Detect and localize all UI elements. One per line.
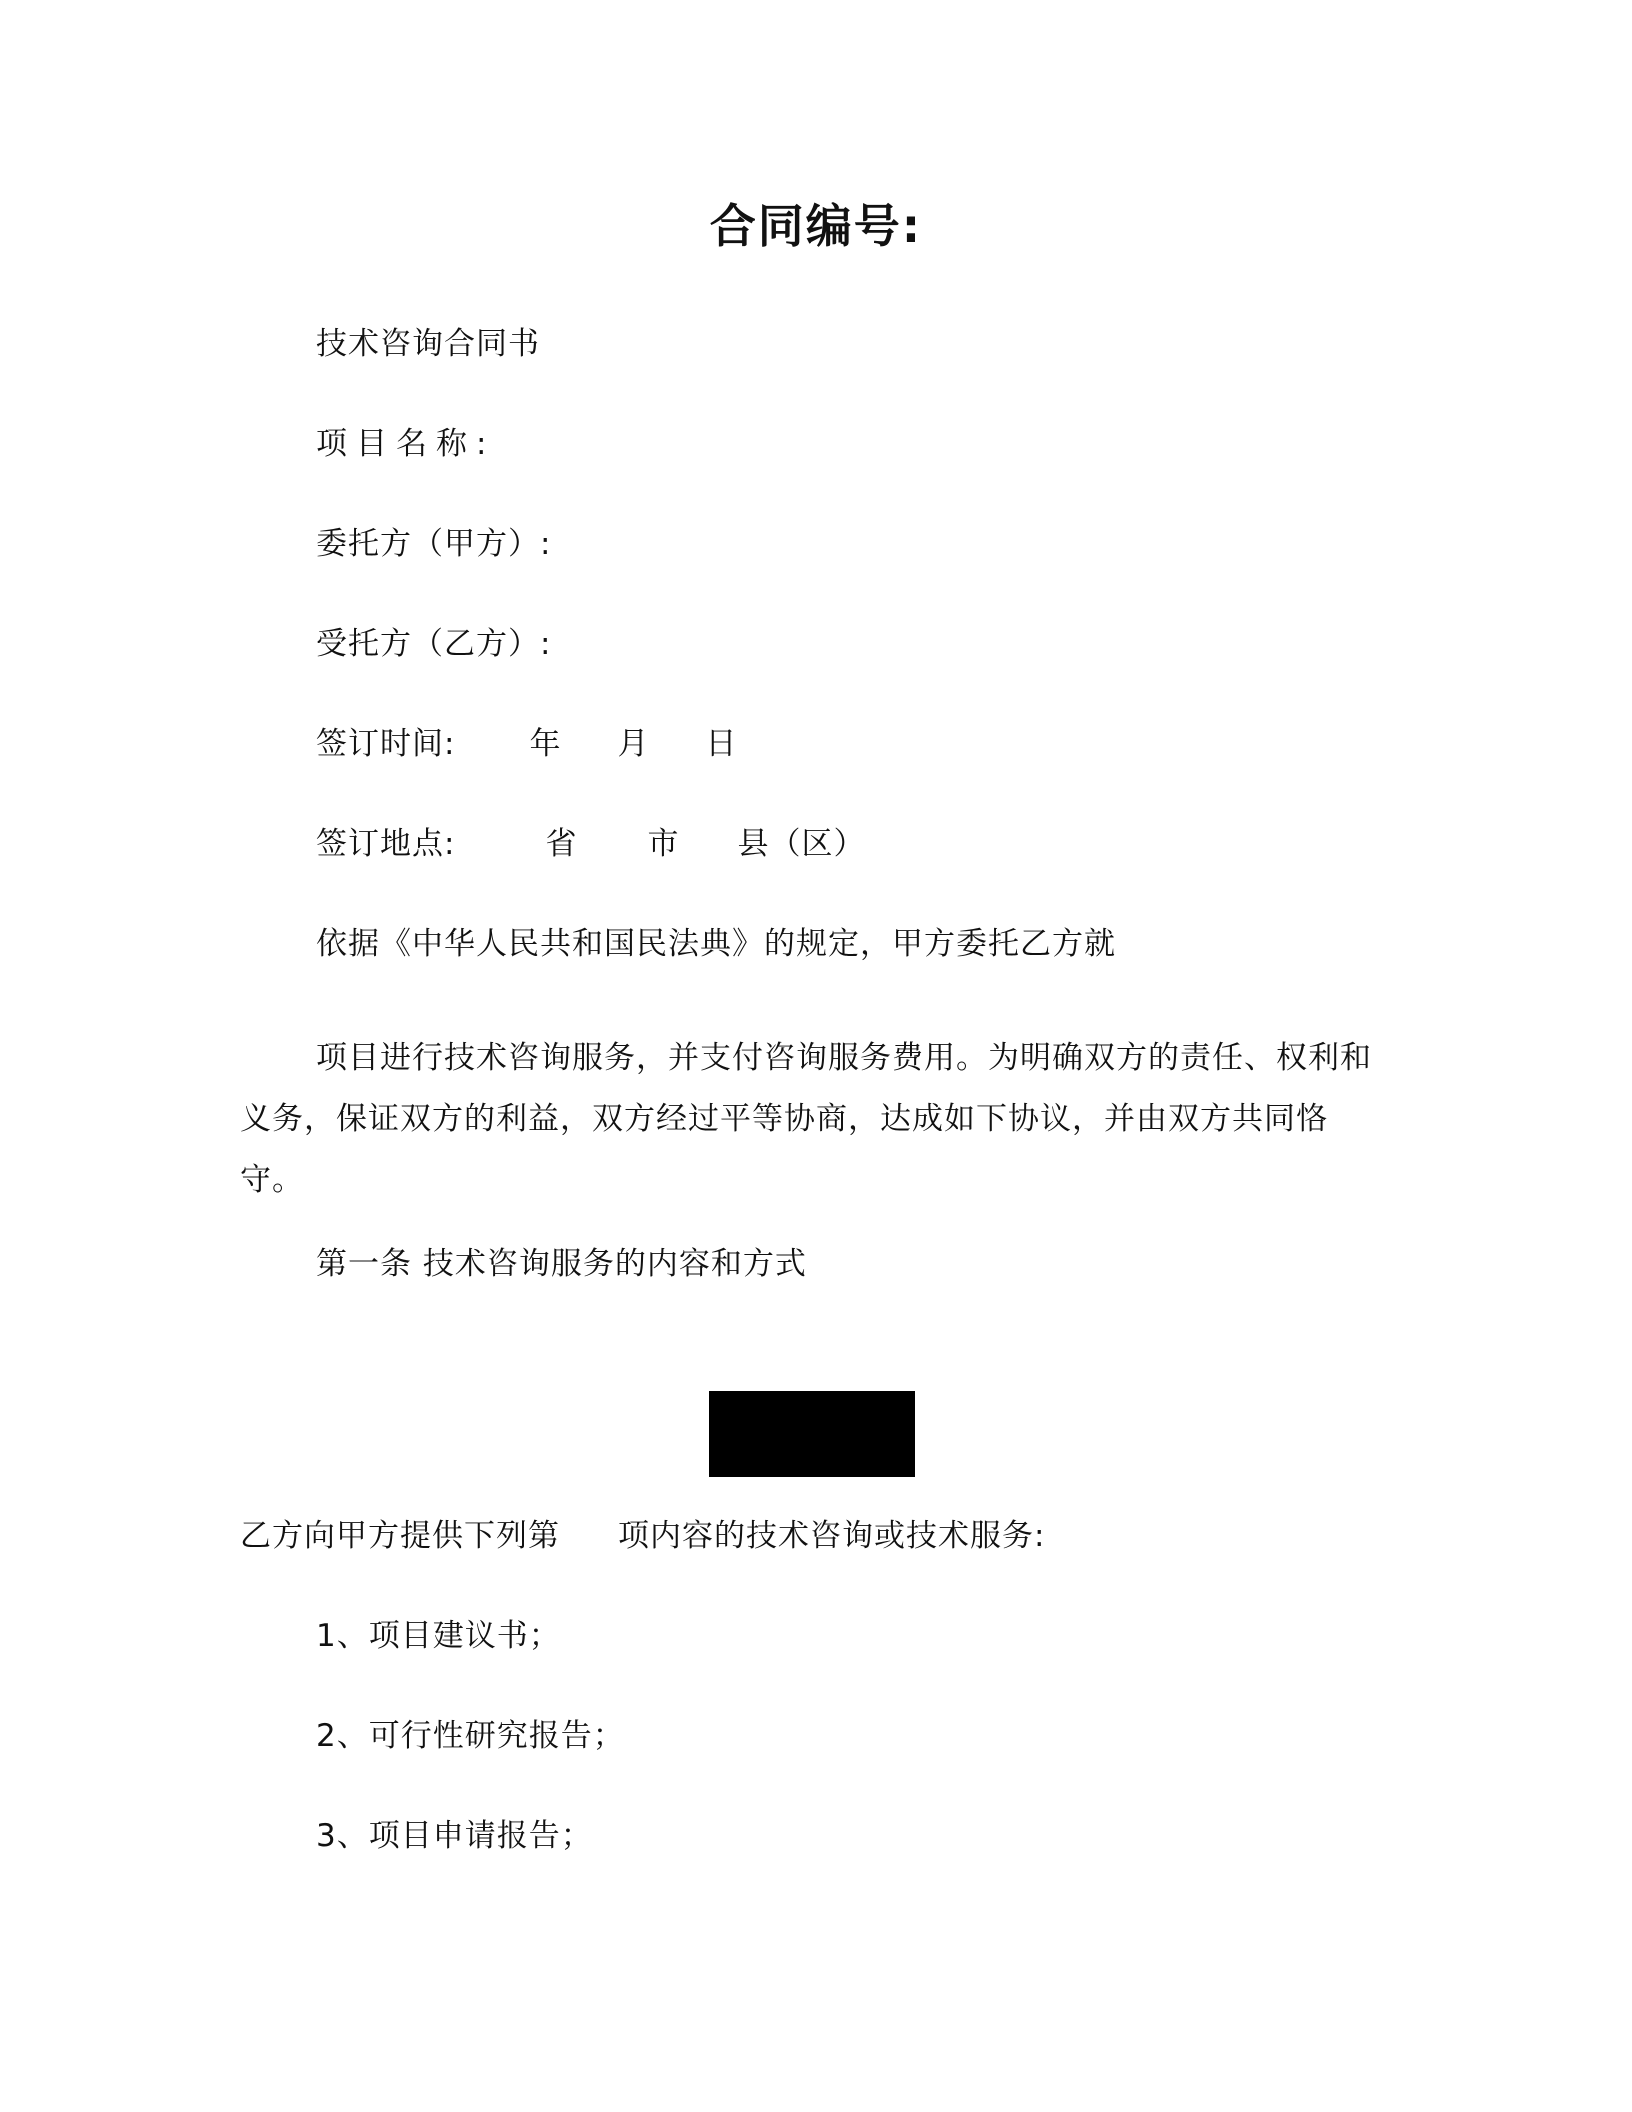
- purpose-paragraph-text: 项目进行技术咨询服务，并支付咨询服务费用。为明确双方的责任、权利和义务，保证双方的利益，双方经过平等协商，达成如下协议，并由双方共同恪守。: [240, 1040, 1372, 1198]
- sign-time-month: 月: [617, 726, 650, 762]
- redaction-block: [709, 1391, 915, 1477]
- sign-time-year: 年: [529, 726, 562, 762]
- field-sign-time: [316, 724, 737, 764]
- list-item: 1、项目建议书；: [316, 1618, 561, 1654]
- field-sign-place: [316, 824, 865, 864]
- field-party-b: 受托方（乙方）:: [316, 626, 552, 662]
- field-party-a: 委托方（甲方）:: [316, 526, 552, 562]
- field-project-name: 项目名称:: [316, 426, 496, 462]
- service-intro-b: 项内容的技术咨询或技术服务:: [618, 1518, 1046, 1554]
- sign-time-day: 日: [705, 726, 738, 762]
- basis-line: 依据《中华人民共和国民法典》的规定，甲方委托乙方就: [316, 926, 1116, 962]
- purpose-paragraph: [240, 1028, 1380, 1211]
- contract-number-title: 合同编号:: [709, 199, 923, 253]
- sign-place-label: 签订地点:: [316, 826, 456, 862]
- doc-name: 技术咨询合同书: [316, 326, 540, 362]
- service-intro: [240, 1516, 1045, 1556]
- sign-place-province: 省: [545, 826, 578, 862]
- sign-place-county: 县（区）: [737, 826, 866, 862]
- sign-time-label: 签订时间:: [316, 726, 456, 762]
- list-item: 3、项目申请报告；: [316, 1818, 593, 1854]
- article-1-heading: 第一条 技术咨询服务的内容和方式: [316, 1246, 807, 1282]
- list-item: 2、可行性研究报告；: [316, 1718, 625, 1754]
- sign-place-city: 市: [647, 826, 680, 862]
- service-intro-a: 乙方向甲方提供下列第: [240, 1518, 560, 1554]
